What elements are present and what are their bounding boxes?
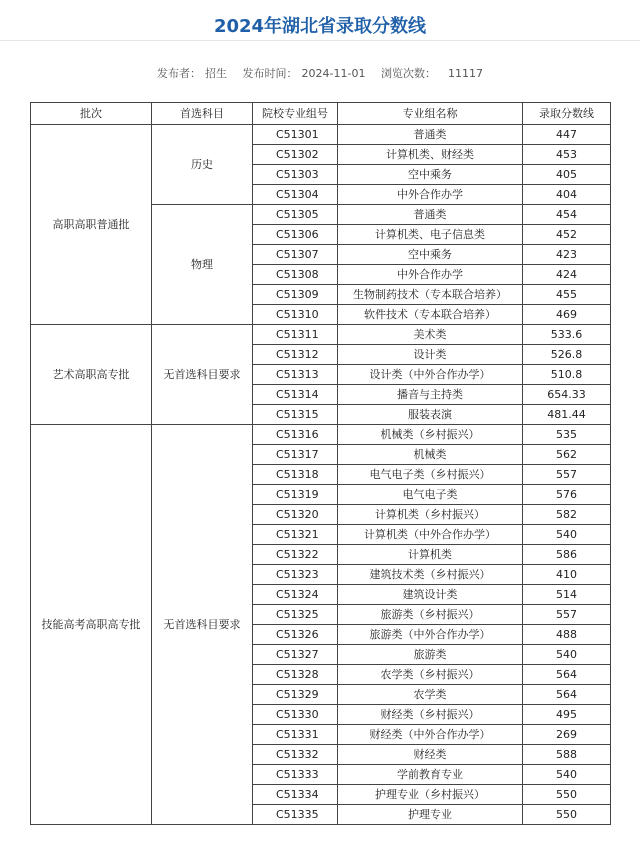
score-cell: 510.8: [523, 365, 611, 385]
score-cell: 495: [523, 705, 611, 725]
table-header-row: [31, 103, 611, 125]
group-code-cell: C51320: [253, 505, 338, 525]
group-code-cell: C51314: [253, 385, 338, 405]
group-code-cell: C51322: [253, 545, 338, 565]
table-row: [31, 425, 611, 445]
table-body: [31, 125, 611, 825]
score-cell: 535: [523, 425, 611, 445]
group-name-cell: 设计类: [338, 345, 523, 365]
score-cell: 526.8: [523, 345, 611, 365]
group-name-cell: 计算机类: [338, 545, 523, 565]
group-code-cell: C51326: [253, 625, 338, 645]
header-group-name: 专业组名称: [338, 103, 523, 125]
group-code-cell: C51306: [253, 225, 338, 245]
score-cell: 469: [523, 305, 611, 325]
publisher-value: 招生: [205, 67, 228, 80]
group-code-cell: C51321: [253, 525, 338, 545]
group-name-cell: 计算机类、财经类: [338, 145, 523, 165]
group-name-cell: 设计类（中外合作办学）: [338, 365, 523, 385]
group-name-cell: 美术类: [338, 325, 523, 345]
score-cell: 588: [523, 745, 611, 765]
views-value: 11117: [447, 67, 483, 80]
group-code-cell: C51332: [253, 745, 338, 765]
table-row: [31, 125, 611, 145]
group-code-cell: C51303: [253, 165, 338, 185]
group-code-cell: C51307: [253, 245, 338, 265]
score-cell: 564: [523, 685, 611, 705]
subject-cell: 历史: [152, 125, 253, 205]
score-cell: 405: [523, 165, 611, 185]
group-code-cell: C51316: [253, 425, 338, 445]
group-code-cell: C51308: [253, 265, 338, 285]
group-code-cell: C51315: [253, 405, 338, 425]
score-cell: 424: [523, 265, 611, 285]
group-name-cell: 建筑设计类: [338, 585, 523, 605]
group-code-cell: C51302: [253, 145, 338, 165]
score-cell: 557: [523, 605, 611, 625]
score-cell: 455: [523, 285, 611, 305]
score-cell: 454: [523, 205, 611, 225]
group-name-cell: 软件技术（专本联合培养）: [338, 305, 523, 325]
score-cell: 576: [523, 485, 611, 505]
header-group-code: 院校专业组号: [253, 103, 338, 125]
group-name-cell: 生物制药技术（专本联合培养）: [338, 285, 523, 305]
group-code-cell: C51318: [253, 465, 338, 485]
score-cell: 557: [523, 465, 611, 485]
group-code-cell: C51317: [253, 445, 338, 465]
group-name-cell: 机械类: [338, 445, 523, 465]
group-name-cell: 空中乘务: [338, 245, 523, 265]
header-score: 录取分数线: [523, 103, 611, 125]
score-cell: 404: [523, 185, 611, 205]
score-cell: 540: [523, 765, 611, 785]
admission-score-table: [30, 102, 611, 825]
score-cell: 550: [523, 805, 611, 825]
subject-cell: 物理: [152, 205, 253, 325]
group-code-cell: C51334: [253, 785, 338, 805]
score-cell: 453: [523, 145, 611, 165]
group-code-cell: C51331: [253, 725, 338, 745]
group-code-cell: C51313: [253, 365, 338, 385]
score-cell: 410: [523, 565, 611, 585]
score-cell: 533.6: [523, 325, 611, 345]
group-name-cell: 旅游类（乡村振兴）: [338, 605, 523, 625]
batch-cell: 技能高考高职高专批: [31, 425, 152, 825]
group-name-cell: 护理专业: [338, 805, 523, 825]
group-code-cell: C51301: [253, 125, 338, 145]
group-name-cell: 计算机类、电子信息类: [338, 225, 523, 245]
header-subject: 首选科目: [152, 103, 253, 125]
group-name-cell: 中外合作办学: [338, 265, 523, 285]
group-code-cell: C51333: [253, 765, 338, 785]
group-code-cell: C51319: [253, 485, 338, 505]
article-meta: [0, 65, 640, 81]
score-cell: 564: [523, 665, 611, 685]
group-code-cell: C51325: [253, 605, 338, 625]
publish-time-value: 2024-11-01: [301, 67, 366, 80]
group-code-cell: C51330: [253, 705, 338, 725]
views-label: 浏览次数：: [380, 67, 436, 80]
score-cell: 488: [523, 625, 611, 645]
group-code-cell: C51323: [253, 565, 338, 585]
score-cell: 447: [523, 125, 611, 145]
group-code-cell: C51329: [253, 685, 338, 705]
group-name-cell: 播音与主持类: [338, 385, 523, 405]
score-cell: 514: [523, 585, 611, 605]
score-cell: 269: [523, 725, 611, 745]
group-name-cell: 农学类: [338, 685, 523, 705]
group-name-cell: 学前教育专业: [338, 765, 523, 785]
group-code-cell: C51328: [253, 665, 338, 685]
header-batch: 批次: [31, 103, 152, 125]
group-name-cell: 财经类（乡村振兴）: [338, 705, 523, 725]
score-cell: 582: [523, 505, 611, 525]
group-name-cell: 机械类（乡村振兴）: [338, 425, 523, 445]
score-cell: 481.44: [523, 405, 611, 425]
score-cell: 452: [523, 225, 611, 245]
group-code-cell: C51311: [253, 325, 338, 345]
group-code-cell: C51305: [253, 205, 338, 225]
group-code-cell: C51309: [253, 285, 338, 305]
score-cell: 540: [523, 525, 611, 545]
group-name-cell: 旅游类: [338, 645, 523, 665]
group-name-cell: 中外合作办学: [338, 185, 523, 205]
group-code-cell: C51324: [253, 585, 338, 605]
publisher-label: 发布者：: [157, 67, 202, 80]
publish-time-label: 发布时间：: [242, 67, 298, 80]
group-name-cell: 空中乘务: [338, 165, 523, 185]
batch-cell: 高职高职普通批: [31, 125, 152, 325]
page-title: 2024年湖北省录取分数线: [213, 16, 427, 37]
score-cell: 562: [523, 445, 611, 465]
group-name-cell: 农学类（乡村振兴）: [338, 665, 523, 685]
score-cell: 654.33: [523, 385, 611, 405]
score-cell: 540: [523, 645, 611, 665]
title-divider: [0, 40, 640, 41]
group-name-cell: 普通类: [338, 205, 523, 225]
group-name-cell: 计算机类（乡村振兴）: [338, 505, 523, 525]
group-code-cell: C51312: [253, 345, 338, 365]
group-name-cell: 普通类: [338, 125, 523, 145]
group-code-cell: C51310: [253, 305, 338, 325]
subject-cell: 无首选科目要求: [152, 425, 253, 825]
group-code-cell: C51304: [253, 185, 338, 205]
score-cell: 586: [523, 545, 611, 565]
group-name-cell: 财经类（中外合作办学）: [338, 725, 523, 745]
table-row: [31, 325, 611, 345]
group-name-cell: 建筑技术类（乡村振兴）: [338, 565, 523, 585]
group-name-cell: 财经类: [338, 745, 523, 765]
score-cell: 550: [523, 785, 611, 805]
subject-cell: 无首选科目要求: [152, 325, 253, 425]
group-code-cell: C51327: [253, 645, 338, 665]
score-cell: 423: [523, 245, 611, 265]
group-name-cell: 电气电子类（乡村振兴）: [338, 465, 523, 485]
group-code-cell: C51335: [253, 805, 338, 825]
group-name-cell: 服装表演: [338, 405, 523, 425]
batch-cell: 艺术高职高专批: [31, 325, 152, 425]
group-name-cell: 计算机类（中外合作办学）: [338, 525, 523, 545]
group-name-cell: 护理专业（乡村振兴）: [338, 785, 523, 805]
group-name-cell: 旅游类（中外合作办学）: [338, 625, 523, 645]
group-name-cell: 电气电子类: [338, 485, 523, 505]
